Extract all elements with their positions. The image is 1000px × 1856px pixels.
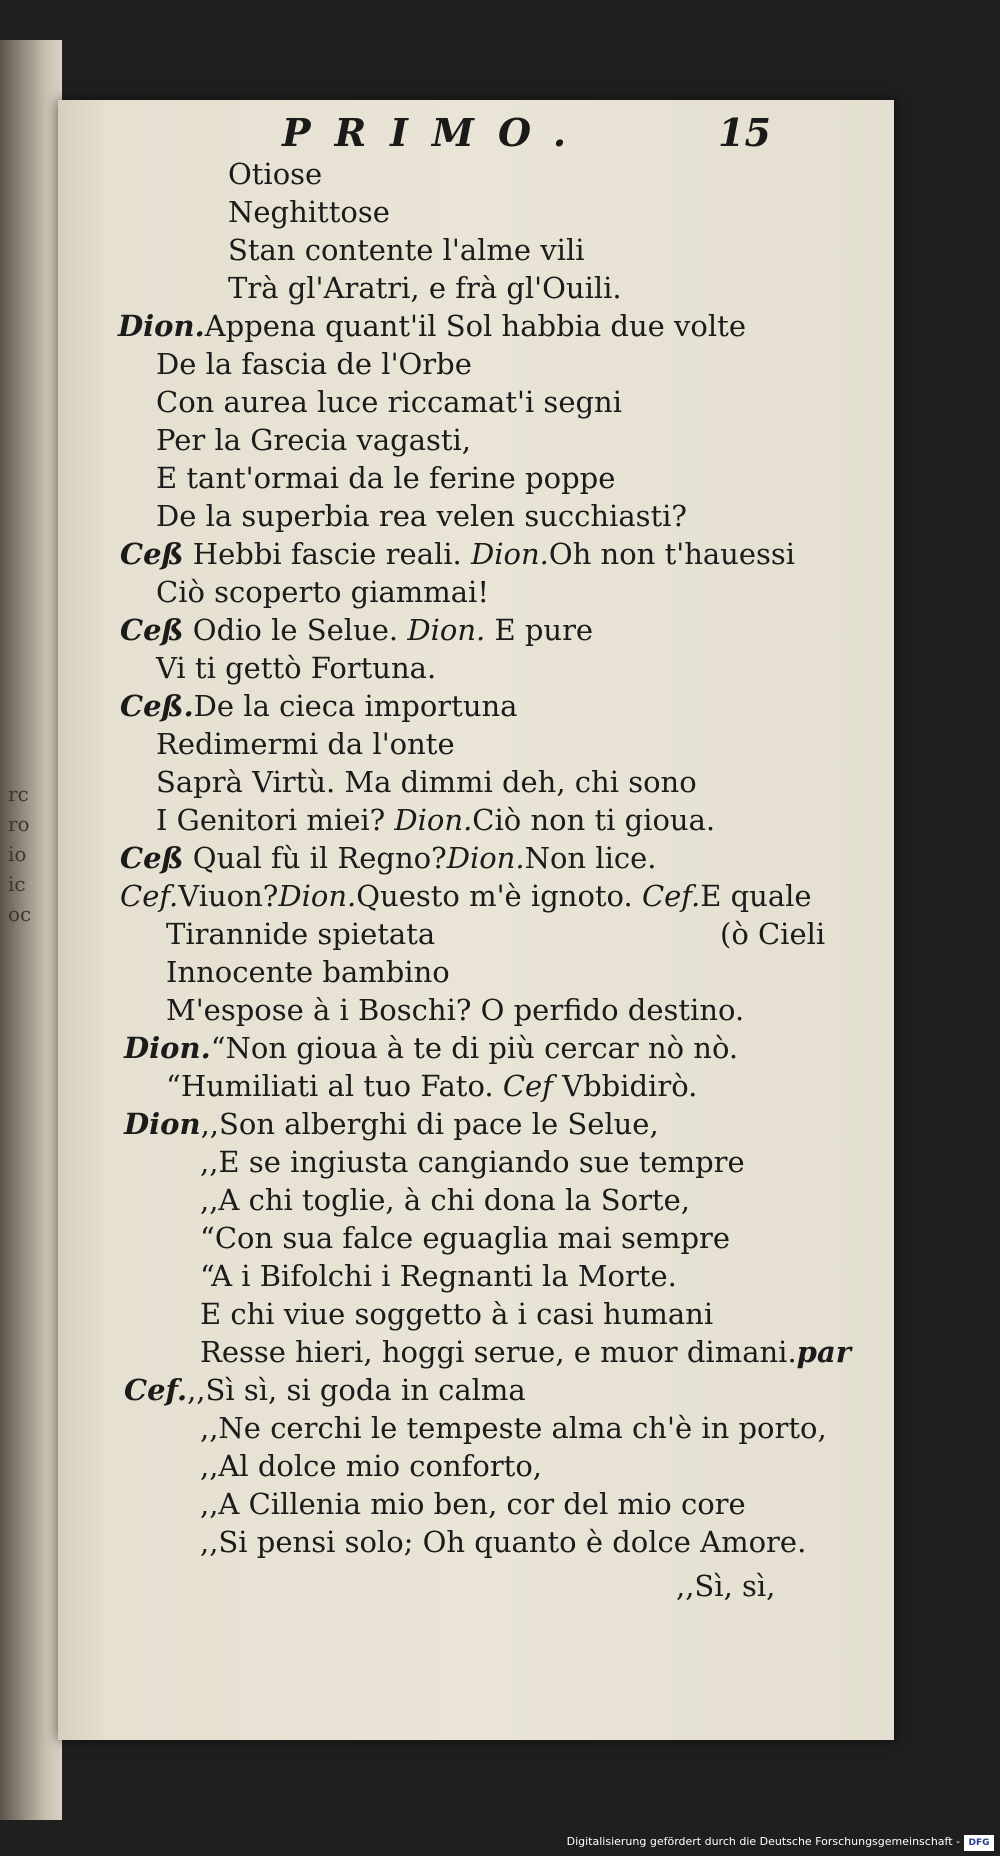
- dfg-logo-icon: DFG: [964, 1835, 994, 1851]
- margin-edge-mark: io: [8, 842, 27, 866]
- verse-line: Ceß.De la cieca importuna: [120, 689, 518, 723]
- running-head: PRIMO.: [282, 110, 591, 155]
- speaker-label: Dion.: [407, 613, 486, 647]
- verse-line: “Con sua falce eguaglia mai sempre: [200, 1221, 731, 1255]
- verse-line: Dion.Appena quant'il Sol habbia due volte: [118, 309, 746, 343]
- verse-line: ,,Si pensi solo; Oh quanto è dolce Amore.: [200, 1525, 807, 1559]
- speaker-label: Dion.: [446, 841, 525, 875]
- verse-line: (ò Cieli: [720, 917, 826, 951]
- verse-line: ,,A Cillenia mio ben, cor del mio core: [200, 1487, 746, 1521]
- speaker-label: Dion: [124, 1107, 201, 1141]
- speaker-label: Dion.: [124, 1031, 211, 1065]
- verse-line: E tant'ormai da le ferine poppe: [156, 461, 616, 495]
- margin-edge-mark: rc: [8, 782, 29, 806]
- verse-line: Con aurea luce riccamat'i segni: [156, 385, 622, 419]
- speaker-label: Dion.: [278, 879, 357, 913]
- catchword: ,,Sì, sì,: [676, 1569, 776, 1603]
- verse-line: Dion.“Non gioua à te di più cercar nò nò.: [124, 1031, 739, 1065]
- verse-line: “Humiliati al tuo Fato. Cef Vbbidirò.: [166, 1069, 698, 1103]
- verse-line: ,,Ne cerchi le tempeste alma ch'è in porto,: [200, 1411, 827, 1445]
- speaker-label: Dion.: [470, 537, 549, 571]
- book-left-edge: [0, 40, 62, 1820]
- verse-line: Ciò scoperto giammai!: [156, 575, 489, 609]
- verse-line: Otiose: [228, 157, 323, 191]
- verse-line: Redimermi da l'onte: [156, 727, 455, 761]
- verse-line: Innocente bambino: [166, 955, 450, 989]
- speaker-label: Cef.: [124, 1373, 188, 1407]
- verse-line: Ceß Odio le Selue. Dion. E pure: [120, 613, 594, 647]
- verse-line: De la superbia rea velen succhiasti?: [156, 499, 687, 533]
- verse-line: Resse hieri, hoggi serue, e muor dimani.par: [200, 1335, 852, 1369]
- speaker-label: Cef.: [641, 879, 701, 913]
- stage-direction: par: [796, 1335, 852, 1369]
- speaker-label: Cef: [502, 1069, 553, 1103]
- verse-line: ,,Al dolce mio conforto,: [200, 1449, 543, 1483]
- verse-line: Vi ti gettò Fortuna.: [156, 651, 437, 685]
- verse-line: Saprà Virtù. Ma dimmi deh, chi sono: [156, 765, 697, 799]
- digitization-credit: Digitalisierung gefördert durch die Deutsche Forschungsgemeinschaft -: [566, 1835, 960, 1848]
- verse-line: Per la Grecia vagasti,: [156, 423, 472, 457]
- footer-bar: [0, 1832, 1000, 1856]
- verse-line: Stan contente l'alme vili: [228, 233, 585, 267]
- verse-line: Cef.,,Sì sì, si goda in calma: [124, 1373, 526, 1407]
- verse-line: Dion,,Son alberghi di pace le Selue,: [124, 1107, 659, 1141]
- verse-line: Neghittose: [228, 195, 390, 229]
- speaker-label: Cef.: [120, 879, 179, 913]
- margin-edge-mark: ic: [8, 872, 26, 896]
- page-number: 15: [718, 110, 771, 155]
- verse-line: Ceß Qual fù il Regno?Dion.Non lice.: [120, 841, 657, 875]
- verse-line: ,,A chi toglie, à chi dona la Sorte,: [200, 1183, 690, 1217]
- verse-line: I Genitori miei? Dion.Ciò non ti gioua.: [156, 803, 716, 837]
- margin-edge-mark: oc: [8, 902, 32, 926]
- speaker-label: Ceß: [120, 537, 184, 571]
- verse-line: Tirannide spietata: [166, 917, 436, 951]
- verse-line: De la fascia de l'Orbe: [156, 347, 472, 381]
- verse-line: Trà gl'Aratri, e frà gl'Ouili.: [228, 271, 622, 305]
- verse-line: Cef.Viuon?Dion.Questo m'è ignoto. Cef.E quale: [120, 879, 812, 913]
- verse-line: E chi viue soggetto à i casi humani: [200, 1297, 714, 1331]
- speaker-label: Dion.: [394, 803, 473, 837]
- speaker-label: Dion.: [118, 309, 205, 343]
- verse-line: M'espose à i Boschi? O perfido destino.: [166, 993, 745, 1027]
- margin-edge-mark: ro: [8, 812, 30, 836]
- verse-line: Ceß Hebbi fascie reali. Dion.Oh non t'hauessi: [120, 537, 796, 571]
- verse-line: ,,E se ingiusta cangiando sue tempre: [200, 1145, 745, 1179]
- speaker-label: Ceß.: [120, 689, 194, 723]
- speaker-label: Ceß: [120, 841, 184, 875]
- page-header: [282, 110, 782, 160]
- verse-line: “A i Bifolchi i Regnanti la Morte.: [200, 1259, 677, 1293]
- speaker-label: Ceß: [120, 613, 184, 647]
